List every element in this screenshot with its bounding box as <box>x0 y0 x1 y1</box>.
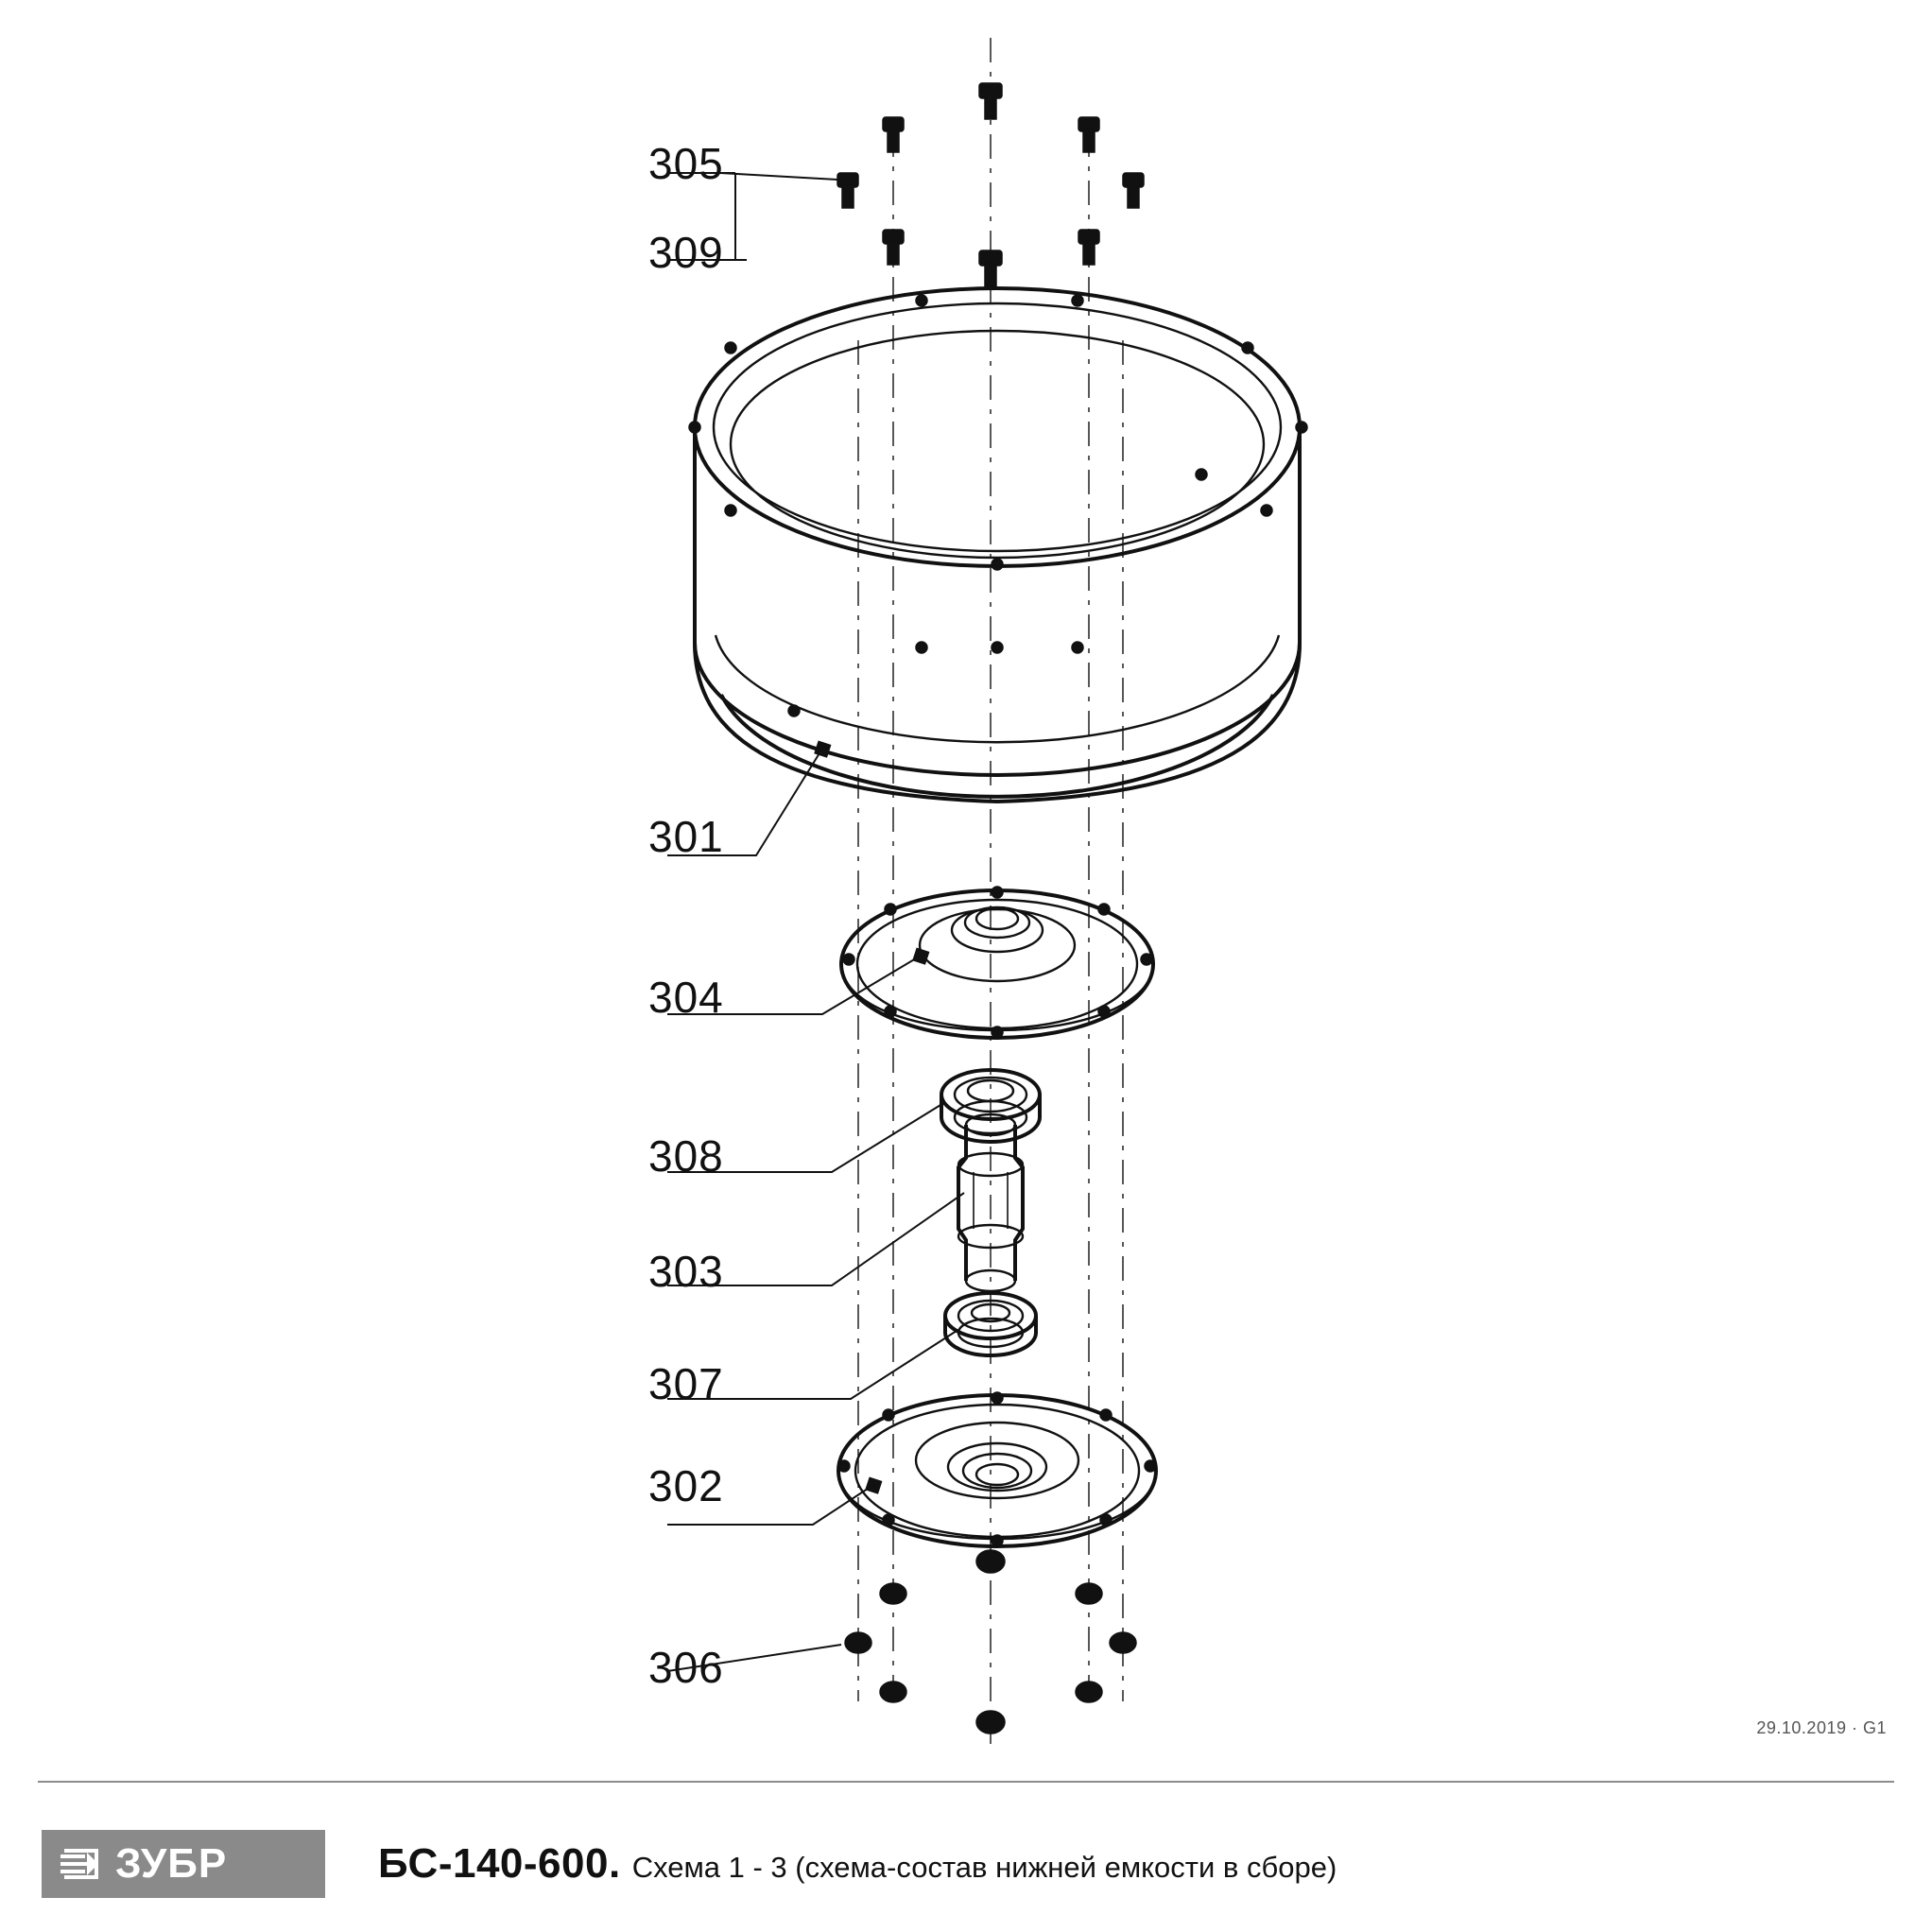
callout-309: 309 <box>648 228 724 277</box>
footer-divider <box>38 1781 1894 1783</box>
screw-outer-right <box>1123 173 1144 208</box>
brand-logo <box>42 1830 325 1898</box>
screw-mid-left <box>883 230 904 265</box>
footer-bar <box>0 1796 1932 1932</box>
callout-302: 302 <box>648 1461 724 1510</box>
lower-flange-plate <box>838 1392 1156 1546</box>
screw-mid-right <box>1078 230 1099 265</box>
screw-outer-left <box>837 173 858 208</box>
screw-mid-center <box>979 250 1002 286</box>
callout-304: 304 <box>648 973 724 1022</box>
callout-306: 306 <box>648 1643 724 1692</box>
callout-301: 301 <box>648 812 724 861</box>
callout-308: 308 <box>648 1131 724 1181</box>
upper-flange-plate <box>841 887 1153 1038</box>
arrow-in-square-icon <box>59 1843 102 1885</box>
callout-303: 303 <box>648 1247 724 1296</box>
model-number: БС-140-600. <box>378 1840 621 1887</box>
callout-307: 307 <box>648 1359 724 1408</box>
sheet-caption <box>378 1840 1337 1888</box>
drum-body <box>689 288 1307 802</box>
screw-top-center <box>979 83 1002 119</box>
screw-top-left <box>883 117 904 152</box>
callout-305: 305 <box>648 139 724 188</box>
revision-stamp: 29.10.2019 · G1 <box>1756 1718 1887 1737</box>
screw-top-right <box>1078 117 1099 152</box>
brand-wordmark: ЗУБР <box>115 1840 228 1887</box>
sheet-description: Схема 1 - 3 (схема-состав нижней емкости в сборе) <box>631 1851 1337 1884</box>
lower-flange-holes <box>838 1392 1156 1546</box>
